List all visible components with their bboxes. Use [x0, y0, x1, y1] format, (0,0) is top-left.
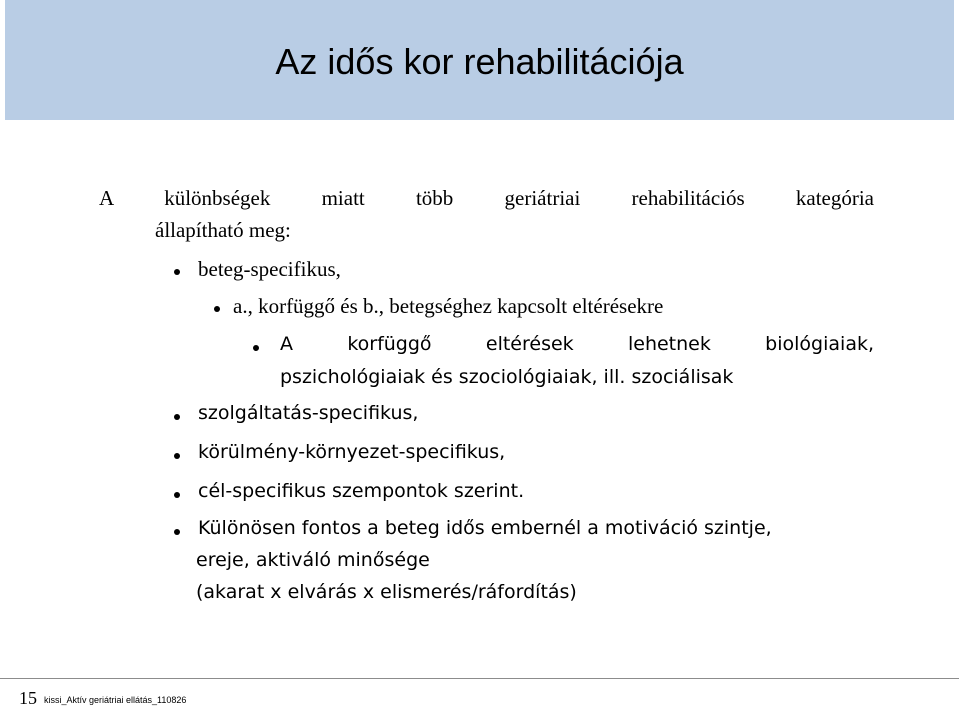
bullet-cel-specifikus: cél-specifikus szempontok szerint.: [198, 480, 525, 502]
intro-line-1: A különbségek miatt több geriátriai rehabilitációs kategória: [99, 186, 874, 210]
footer-divider: [0, 678, 959, 679]
footer-text: kissi_Aktív geriátriai ellátás_110826: [44, 695, 187, 705]
sub-sub-bullet-dot: [253, 345, 259, 351]
bullet-dot: [174, 529, 180, 535]
bullet-dot: [174, 492, 180, 498]
bullet-dot: [174, 414, 180, 420]
bullet-szolgaltatas: szolgáltatás-specifikus,: [198, 402, 419, 424]
sub-bullet-dot: [214, 306, 220, 312]
intro-line-2: állapítható meg:: [155, 218, 291, 242]
bullet-dot: [174, 453, 180, 459]
bullet-beteg-specifikus: beteg-specifikus,: [198, 257, 341, 281]
bullet-motivacio-line-2: ereje, aktiváló minősége: [196, 549, 430, 571]
sub-bullet-korfuggo: a., korfüggő és b., betegséghez kapcsolt eltérésekre: [233, 294, 664, 318]
bullet-korulmeny: körülmény-környezet-specifikus,: [198, 441, 506, 463]
sub-sub-bullet-line-2: pszichológiaiak és szociológiaiak, ill. szociálisak: [280, 366, 734, 388]
title-bar: [5, 0, 954, 120]
bullet-dot: [174, 269, 180, 275]
bullet-motivacio-formula: (akarat x elvárás x elismerés/ráfordítás): [196, 581, 577, 603]
page-number: 15: [19, 688, 37, 708]
bullet-motivacio-line-1: Különösen fontos a beteg idős embernél a motiváció szintje,: [198, 517, 772, 539]
slide-title: Az idős kor rehabilitációja: [275, 41, 684, 82]
sub-sub-bullet-line-1: A korfüggő eltérések lehetnek biológiaiak,: [280, 333, 874, 355]
